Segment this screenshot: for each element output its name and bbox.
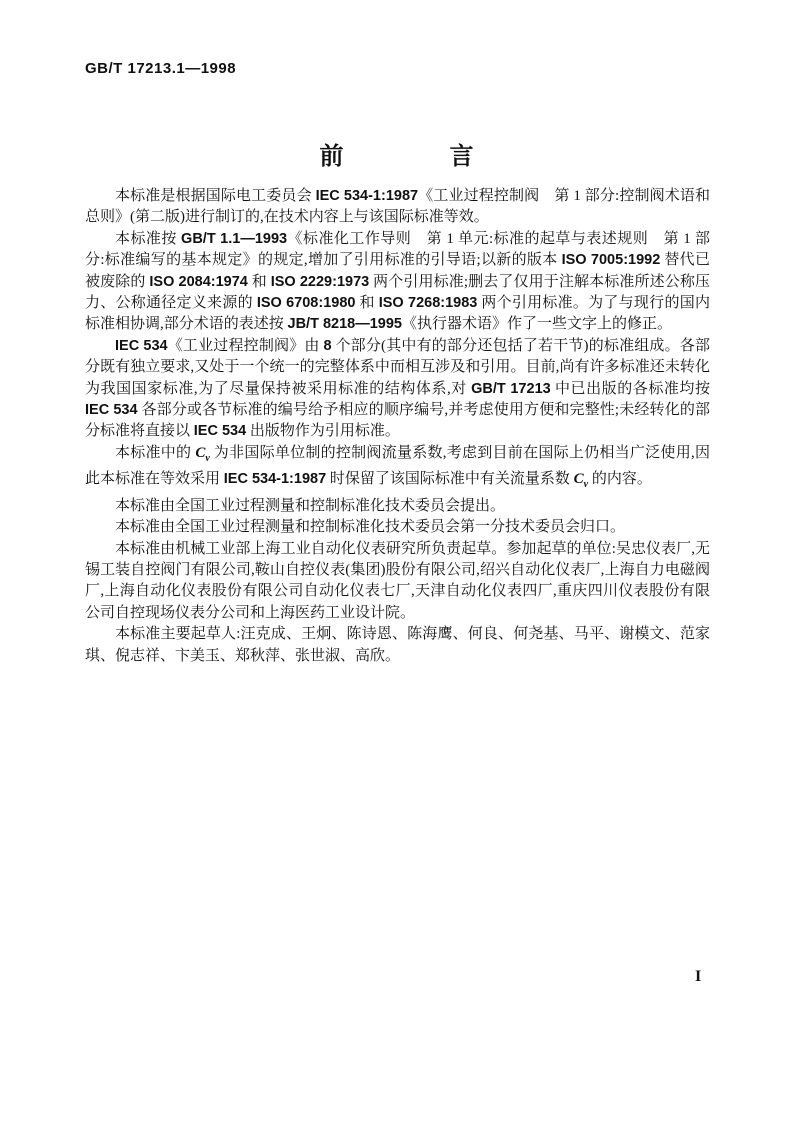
text-run: 为非国际单位制的控制阀流量系数,考虑到目前在国际上仍相当广泛使用,因此本标准在等效采用 bbox=[85, 444, 710, 488]
standard-reference: GB/T 17213 bbox=[471, 380, 551, 397]
flow-coefficient-symbol: $C_v$ bbox=[195, 444, 210, 464]
text-run: 时保留了该国际标准中有关流量系数 bbox=[326, 471, 574, 488]
standard-reference: ISO 2229:1973 bbox=[270, 273, 370, 290]
text-run: 出版物作为引用标准。 bbox=[246, 423, 400, 440]
paragraph bbox=[85, 496, 710, 517]
text-run: 《工业过程控制阀》由 bbox=[167, 337, 324, 354]
foreword-title: 前 言 bbox=[319, 144, 476, 170]
text-run: 本标准中的 bbox=[115, 444, 196, 461]
text-run: 的内容。 bbox=[588, 471, 652, 488]
text-run: 《工业过程控制阀 第 1 部分:控制阀术语和总则》(第二版)进行制订的,在技术内容上与该国际标准等效。 bbox=[85, 188, 710, 226]
standard-reference: ISO 7268:1983 bbox=[378, 295, 478, 312]
standard-reference: IEC 534 bbox=[193, 423, 247, 440]
foreword-body bbox=[85, 186, 710, 667]
text-run: 各部分或各节标准的编号给予相应的顺序编号,并考虑使用方便和完整性;未经转化的部分标准将直接以 bbox=[85, 402, 710, 440]
standard-reference: IEC 534 bbox=[115, 337, 168, 354]
text-run: 两个引用标准。为了与现行的国内标准相协调,部分术语的表述按 bbox=[85, 295, 710, 333]
paragraph bbox=[85, 443, 710, 496]
standard-reference: IEC 534-1:1987 bbox=[315, 188, 419, 204]
flow-coefficient-symbol: $C_v$ bbox=[573, 471, 589, 491]
paragraph bbox=[85, 624, 710, 667]
text-run: 本标准由机械工业部上海工业自动化仪表研究所负责起草。参加起草的单位:吴忠仪表厂,无锡工装自控阀门有限公司,鞍山自控仪表(集团)股份有限公司,绍兴自动化仪表厂,上海自力电磁阀厂,上海自动化仪表股份有限公司自动化仪表七厂,天津自动化仪表四厂,重庆四川仪表股份有限公司自控现场仪表分公司和上海医药工业设计院。 bbox=[85, 540, 710, 621]
standard-reference: IEC 534 bbox=[85, 402, 138, 419]
standard-reference: 8 bbox=[323, 337, 332, 354]
standard-reference: IEC 534-1:1987 bbox=[223, 471, 327, 488]
paragraph bbox=[85, 539, 710, 625]
text-run: 《执行器术语》作了一些文字上的修正。 bbox=[401, 316, 672, 333]
text-run: 本标准按 bbox=[115, 230, 182, 247]
text-run: 本标准是根据国际电工委员会 bbox=[115, 188, 316, 204]
text-run: 和 bbox=[355, 295, 379, 312]
standard-reference: ISO 6708:1980 bbox=[256, 295, 356, 312]
text-run: 替代已被废除的 bbox=[85, 252, 710, 290]
paragraph bbox=[85, 336, 710, 443]
standard-reference: JB/T 8218—1995 bbox=[287, 316, 402, 333]
standard-reference: GB/T 1.1—1993 bbox=[181, 230, 288, 247]
standard-reference: ISO 2084:1974 bbox=[149, 273, 248, 290]
page-number: I bbox=[695, 968, 702, 985]
standard-reference: ISO 7005:1992 bbox=[561, 252, 661, 269]
text-run: 和 bbox=[247, 273, 271, 290]
paragraph bbox=[85, 186, 710, 229]
text-run: 本标准由全国工业过程测量和控制标准化技术委员会提出。 bbox=[115, 497, 506, 514]
paragraph bbox=[85, 517, 710, 538]
text-run: 本标准主要起草人:汪克成、王炯、陈诗恩、陈海鹰、何良、何尧基、马平、谢模文、范家琪、倪志祥、卞美玉、郑秋萍、张世淑、高欣。 bbox=[85, 626, 710, 664]
text-run: 个部分(其中有的部分还包括了若干节)的标准组成。各部分既有独立要求,又处于一个统一的完整体系中而相互涉及和引用。目前,尚有许多标准还未转化为我国国家标准,为了尽量保持被采用标准的结构体系,对 bbox=[85, 337, 710, 397]
text-run: 两个引用标准;删去了仅用于注解本标准所述公称压力、公称通径定义来源的 bbox=[85, 273, 710, 312]
paragraph bbox=[85, 229, 710, 336]
text-run: 本标准由全国工业过程测量和控制标准化技术委员会第一分技术委员会归口。 bbox=[115, 519, 626, 536]
text-run: 《标准化工作导则 第 1 单元:标准的起草与表述规则 第 1 部分:标准编写的基本规定》的规定,增加了引用标准的引导语;以新的版本 bbox=[85, 230, 711, 269]
text-run: 中已出版的各标准均按 bbox=[550, 380, 710, 397]
standard-number-header: GB/T 17213.1—1998 bbox=[85, 60, 237, 77]
